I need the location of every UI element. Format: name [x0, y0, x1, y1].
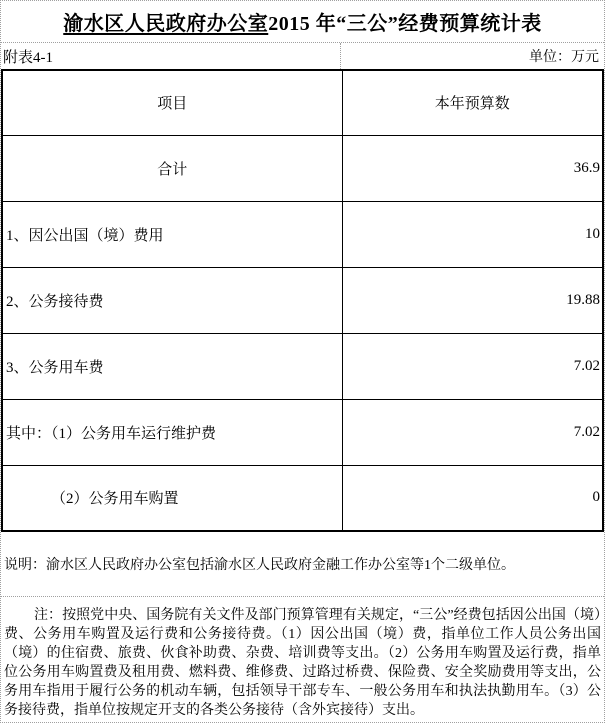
row-label: 合计: [2, 135, 342, 201]
row-value: 19.88: [342, 267, 603, 333]
unit-label: 单位：万元: [529, 50, 599, 65]
row-label: （2）公务用车购置: [2, 465, 342, 531]
annex-label: 附表4-1: [1, 43, 341, 69]
row-label: 3、公务用车费: [2, 333, 342, 399]
page-title-rest-part: 2015 年“三公”经费预算统计表: [268, 13, 542, 35]
table-row-vehicle-purchase: [2, 465, 603, 531]
header-budget-cell: 本年预算数: [342, 70, 603, 135]
row-label: 其中：（1）公务用车运行维护费: [2, 399, 342, 465]
table-row-vehicle-maintenance: [2, 399, 603, 465]
remark-text: 说明：渝水区人民政府办公室包括渝水区人民政府金融工作办公室等1个二级单位。: [1, 532, 604, 597]
table-row-abroad: [2, 201, 603, 267]
table-row-reception: [2, 267, 603, 333]
table-row-vehicle: [2, 333, 603, 399]
row-label: 2、公务接待费: [2, 267, 342, 333]
row-value: 7.02: [342, 333, 603, 399]
row-value: 7.02: [342, 399, 603, 465]
page-title: [1, 1, 604, 43]
budget-table: [1, 69, 604, 532]
info-row: [1, 43, 604, 69]
table-header-row: [2, 70, 603, 135]
row-label: 1、因公出国（境）费用: [2, 201, 342, 267]
row-value: 0: [342, 465, 603, 531]
row-value: 10: [342, 201, 603, 267]
row-value: 36.9: [342, 135, 603, 201]
page-title-underlined-part: 渝水区人民政府办公室: [63, 13, 269, 35]
header-item-cell: 项目: [2, 70, 342, 135]
note-text: 注：按照党中央、国务院有关文件及部门预算管理有关规定，“三公”经费包括因公出国（境）费、公务用车购置及运行费和公务接待费。（1）因公出国（境）费，指单位工作人员公务出国（境）的住宿费、旅费、伙食补助费、杂费、培训费等支出。（2）公务用车购置及运行费，指单位公务用车购置费及租用费、燃料费、维修费、过路过桥费、保险费、安全奖励费用等支出，公务用车指用于履行公务的机动车辆，包括领导干部专车、一般公务用车和执法执勤用车。（3）公务接待费，指单位按规定开支的各类公务接待（含外宾接待）支出。: [4, 608, 601, 718]
table-row-total: [2, 135, 603, 201]
